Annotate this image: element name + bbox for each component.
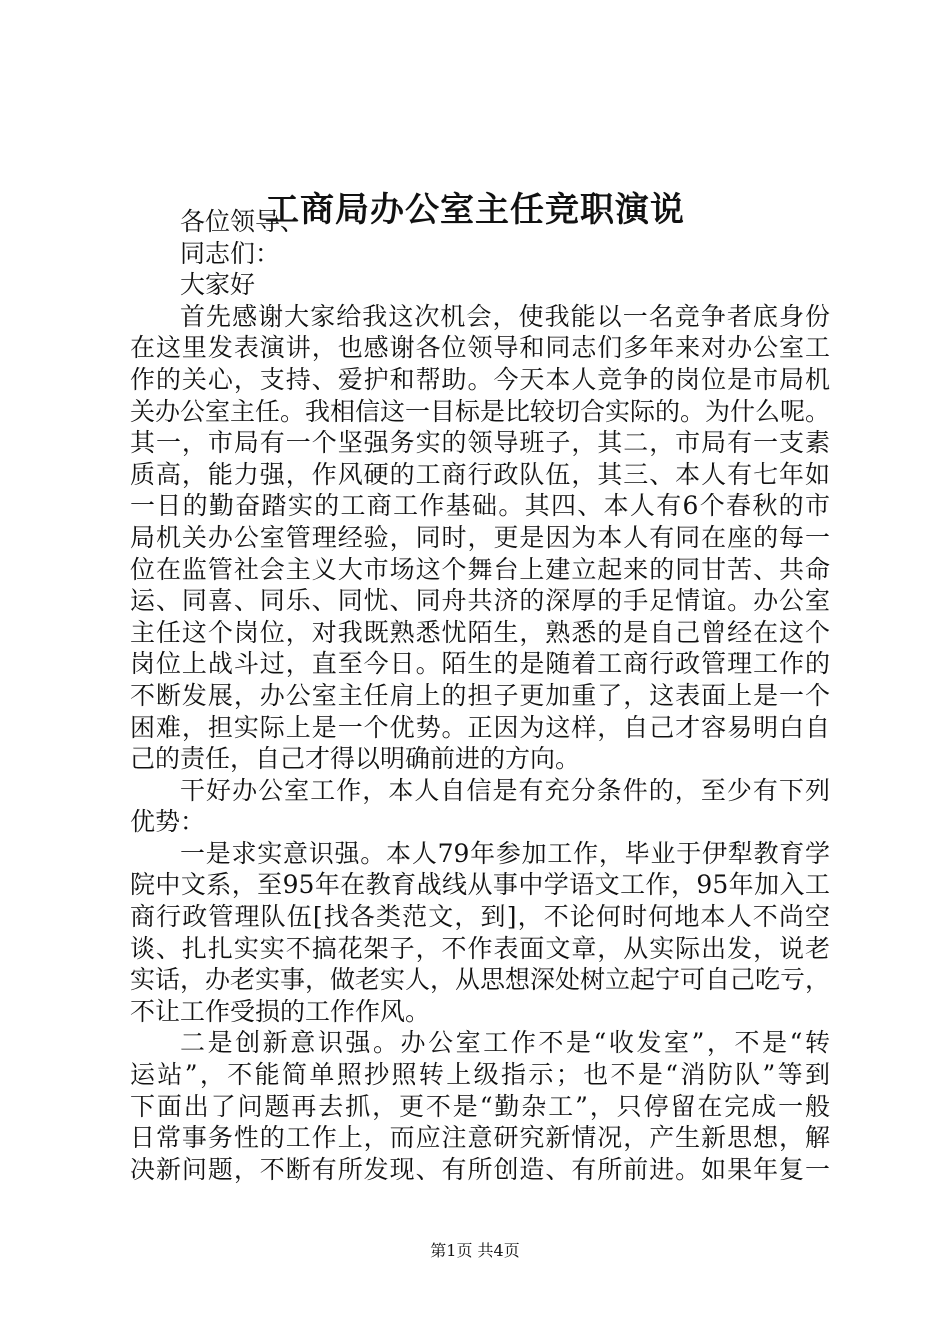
paragraph-line: 运站”，不能简单照抄照转上级指示；也不是“消防队”等到 xyxy=(130,1060,830,1090)
paragraph-line: 决新问题，不断有所发现、有所创造、有所前进。如果年复一 xyxy=(130,1154,830,1184)
paragraph-line: 日常事务性的工作上，而应注意研究新情况，产生新思想，解 xyxy=(130,1123,830,1153)
document-body xyxy=(130,206,830,1185)
paragraph-line: 优势： xyxy=(130,807,206,837)
paragraph-line: 一是求实意识强。本人79年参加工作，毕业于伊犁教育学 xyxy=(180,838,830,868)
paragraph-line: 运、同喜、同乐、同忧、同舟共济的深厚的手足情谊。办公室 xyxy=(130,586,830,616)
salutation-line: 同志们： xyxy=(180,238,281,268)
greeting-line: 大家好 xyxy=(180,270,256,300)
paragraph-line: 首先感谢大家给我这次机会，使我能以一名竞争者底身份 xyxy=(180,301,830,331)
paragraph-line: 己的责任，自己才得以明确前进的方向。 xyxy=(130,744,581,774)
paragraph-line: 干好办公室工作，本人自信是有充分条件的，至少有下列 xyxy=(180,775,830,805)
paragraph-line: 位在监管社会主义大市场这个舞台上建立起来的同甘苦、共命 xyxy=(130,554,830,584)
paragraph-line: 实话，办老实事，做老实人，从思想深处树立起宁可自己吃亏， xyxy=(130,965,831,995)
paragraph-line: 院中文系，至95年在教育战线从事中学语文工作，95年加入工 xyxy=(130,870,830,900)
salutation-line: 各位领导、 xyxy=(180,207,306,236)
paragraph-line: 其一，市局有一个坚强务实的领导班子，其二，市局有一支素 xyxy=(130,428,830,458)
paragraph-line: 商行政管理队伍[找各类范文，到]，不论何时何地本人不尚空 xyxy=(130,902,830,932)
paragraph-line: 局机关办公室管理经验，同时，更是因为本人有同在座的每一 xyxy=(130,522,830,552)
paragraph-line: 一日的勤奋踏实的工商工作基础。其四、本人有6个春秋的市 xyxy=(130,491,830,521)
paragraph-line: 不让工作受损的工作作风。 xyxy=(130,996,431,1026)
paragraph-line: 困难，担实际上是一个优势。正因为这样，自己才容易明白自 xyxy=(130,712,830,742)
paragraph-line: 谈、扎扎实实不搞花架子，不作表面文章，从实际出发，说老 xyxy=(130,933,830,963)
paragraph-line: 质高，能力强，作风硬的工商行政队伍，其三、本人有七年如 xyxy=(130,459,830,489)
paragraph-line: 二是创新意识强。办公室工作不是“收发室”，不是“转 xyxy=(180,1028,830,1058)
document-title: 工商局办公室主任竞职演说 xyxy=(265,190,685,230)
paragraph-line: 作的关心，支持、爱护和帮助。今天本人竞争的岗位是市局机 xyxy=(130,364,830,394)
paragraph-line: 岗位上战斗过，直至今日。陌生的是随着工商行政管理工作的 xyxy=(130,649,830,679)
paragraph-line: 不断发展，办公室主任肩上的担子更加重了，这表面上是一个 xyxy=(130,680,830,710)
paragraph-line: 主任这个岗位，对我既熟悉忧陌生，熟悉的是自己曾经在这个 xyxy=(130,617,830,647)
paragraph-line: 关办公室主任。我相信这一目标是比较切合实际的。为什么呢。 xyxy=(130,396,831,426)
paragraph-line: 下面出了问题再去抓，更不是“勤杂工”，只停留在完成一般 xyxy=(130,1091,830,1121)
paragraph-line: 在这里发表演讲，也感谢各位领导和同志们多年来对办公室工 xyxy=(130,333,830,363)
page-footer: 第1页 共4页 xyxy=(430,1241,520,1260)
